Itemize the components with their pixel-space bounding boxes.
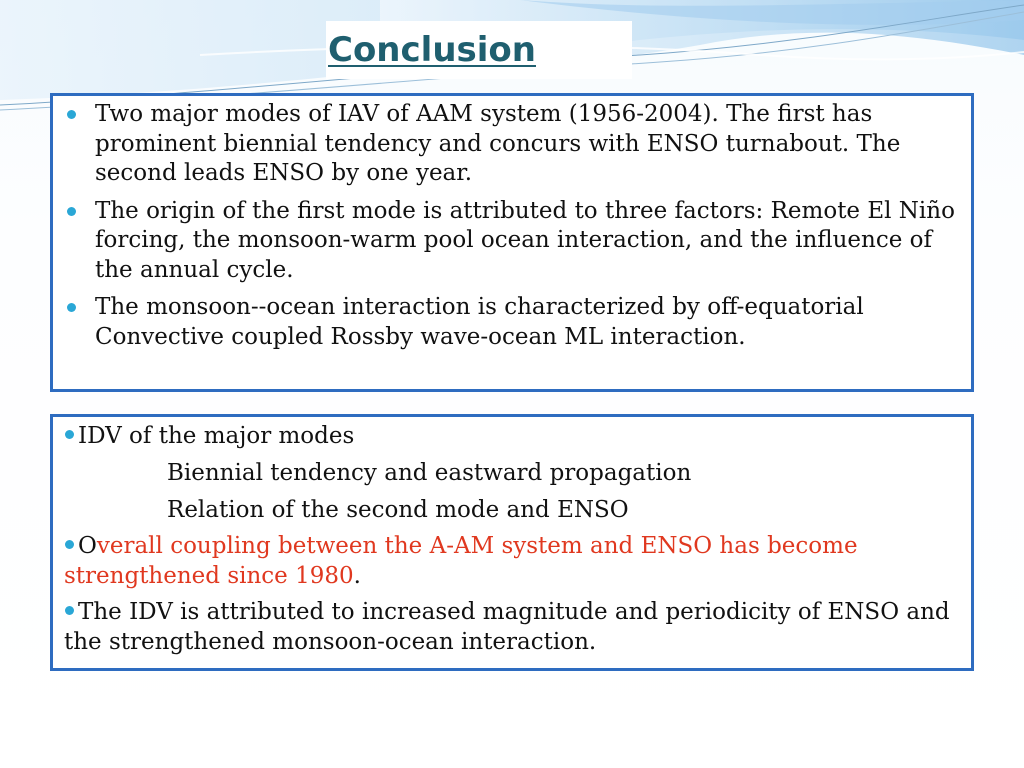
idv-attribution-text: The IDV is attributed to increased magnitude and periodicity of ENSO and the strengthened monsoon-ocean interaction. <box>64 599 950 655</box>
bullet-icon <box>65 430 74 439</box>
bullet-icon <box>67 303 76 312</box>
list-item <box>64 293 965 352</box>
idv-section <box>64 420 965 663</box>
coupling-end: . <box>353 563 361 589</box>
sub-item: Biennial tendency and eastward propagation <box>167 460 692 486</box>
list-item-text: The monsoon--ocean interaction is characterized by off-equatorial Convective coupled Rossby wave-ocean ML interaction. <box>95 294 864 350</box>
bullet-icon <box>65 540 74 549</box>
conclusion-box-1 <box>50 93 974 392</box>
conclusion-list <box>64 100 965 360</box>
idv-attribution-paragraph <box>64 597 965 657</box>
slide-title: Conclusion <box>328 30 536 70</box>
sub-item: Relation of the second mode and ENSO <box>167 497 629 523</box>
coupling-paragraph <box>64 531 965 591</box>
coupling-highlight-text: verall coupling between the A-AM system and ENSO has become strengthened since 1980 <box>64 533 858 589</box>
bullet-icon <box>67 110 76 119</box>
idv-heading-line <box>64 420 965 452</box>
list-item-text: Two major modes of IAV of AAM system (1956-2004). The first has prominent biennial tendency and concurs with ENSO turnabout. The second leads ENSO by one year. <box>95 101 901 186</box>
list-item <box>64 100 965 189</box>
list-item <box>64 197 965 286</box>
idv-heading: IDV of the major modes <box>78 423 355 449</box>
conclusion-box-2 <box>50 414 974 671</box>
list-item-text: The origin of the first mode is attributed to three factors: Remote El Niño forcing, the monsoon-warm pool ocean interaction, and the influence of the annual cycle. <box>95 197 955 283</box>
coupling-first-letter: O <box>78 533 97 559</box>
bullet-icon <box>67 207 76 216</box>
bullet-icon <box>65 606 74 615</box>
